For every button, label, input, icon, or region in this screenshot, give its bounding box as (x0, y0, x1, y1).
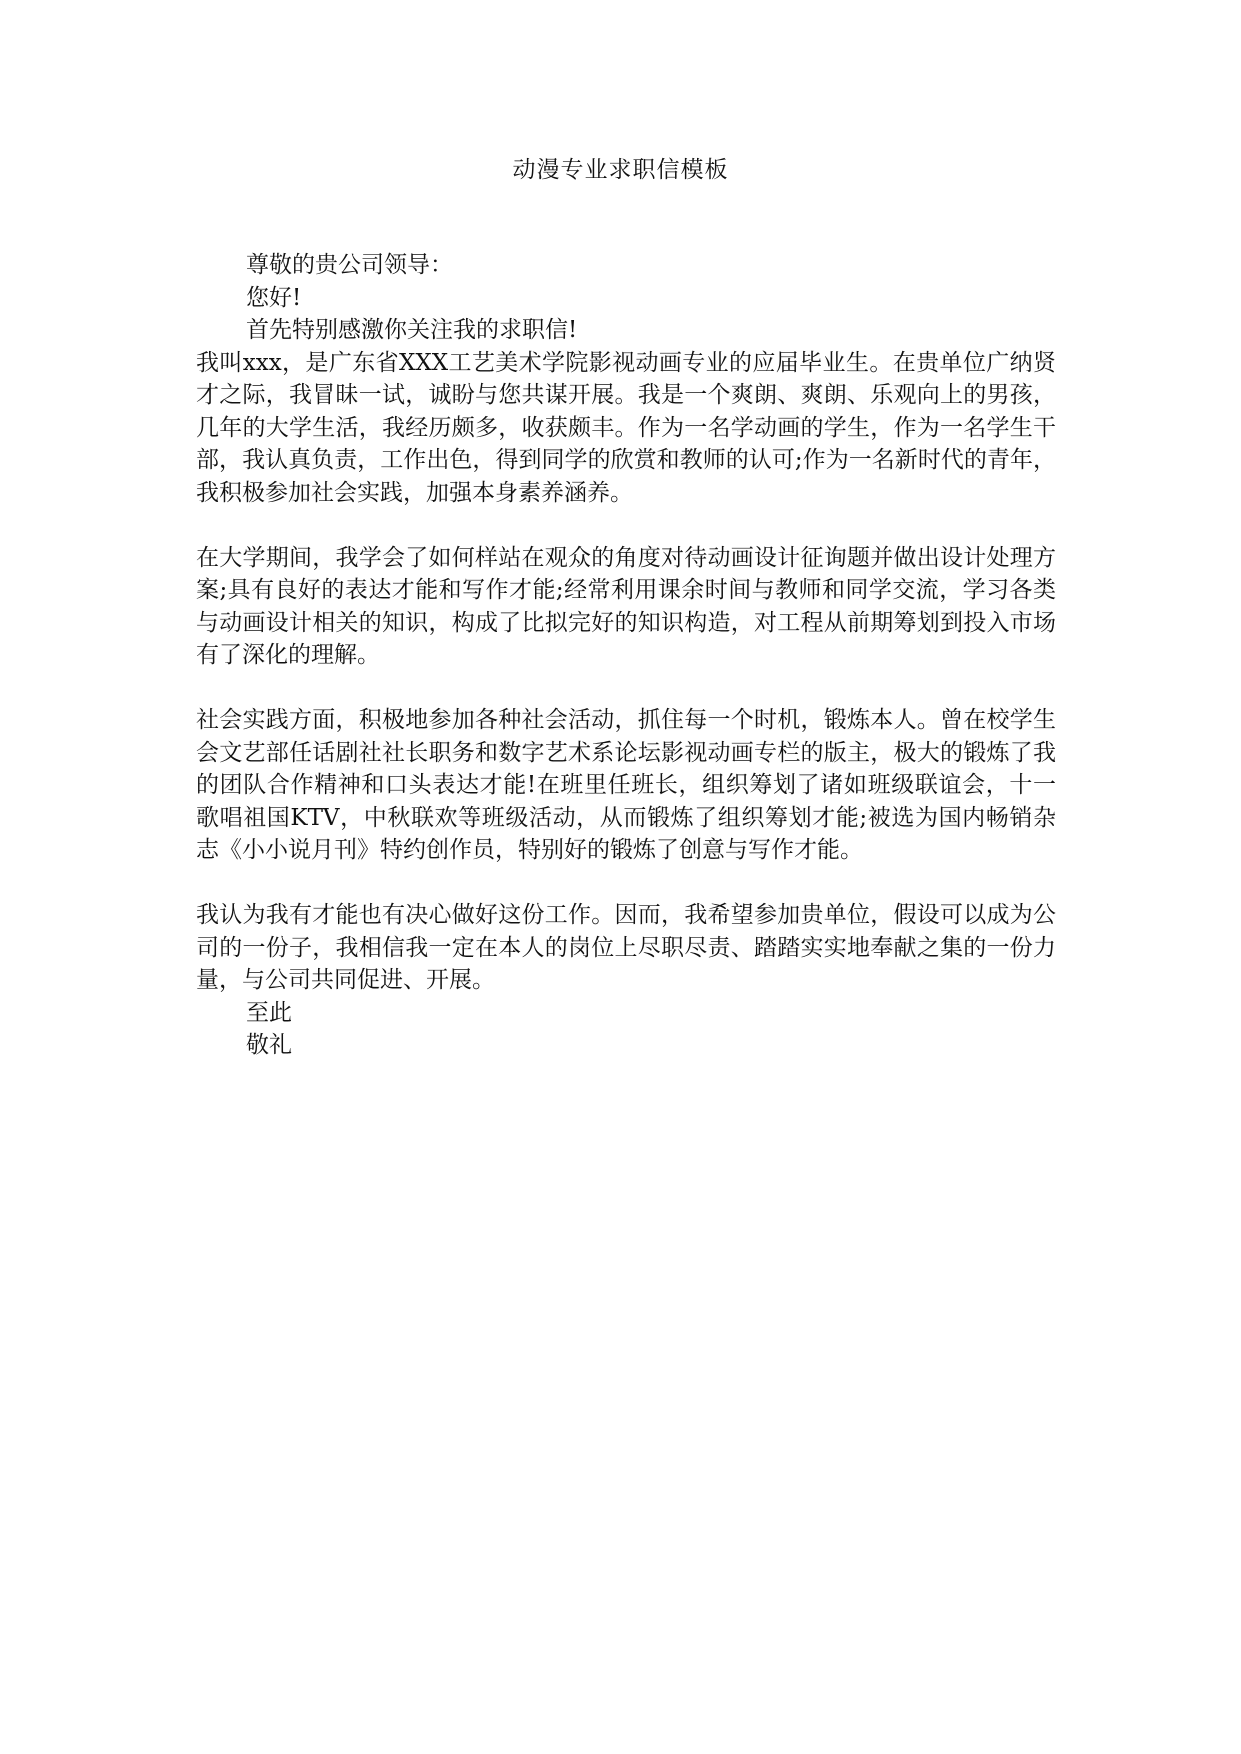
letter-body (196, 249, 1056, 1062)
paragraph-university: 在大学期间，我学会了如何样站在观众的角度对待动画设计征询题并做出设计处理方案;具有良好的表达才能和写作才能;经常利用课余时间与教师和同学交流，学习各类与动画设计相关的知识，构成了比拟完好的知识构造，对工程从前期筹划到投入市场有了深化的理解。 (196, 544, 1056, 668)
greeting: 您好! (246, 284, 302, 311)
closing-line-2: 敬礼 (246, 1032, 292, 1058)
closing-line-1: 至此 (246, 999, 292, 1026)
paragraph-introduction: 我叫xxx，是广东省XXX工艺美术学院影视动画专业的应届毕业生。在贵单位广纳贤才之际，我冒昧一试，诚盼与您共谋开展。我是一个爽朗、爽朗、乐观向上的男孩，几年的大学生活，我经历颇多，收获颇丰。作为一名学动画的学生，作为一名学生干部，我认真负责，工作出色，得到同学的欣赏和教师的认可;作为一名新时代的青年，我积极参加社会实践，加强本身素养涵养。 (196, 349, 1056, 506)
opening-line: 首先特别感激你关注我的求职信! (246, 317, 578, 343)
document-title: 动漫专业求职信模板 (512, 157, 729, 183)
paragraph-conclusion: 我认为我有才能也有决心做好这份工作。因而，我希望参加贵单位，假设可以成为公司的一份子，我相信我一定在本人的岗位上尽职尽责、踏踏实实地奉献之集的一份力量，与公司共同促进、开展。 (196, 902, 1056, 993)
salutation: 尊敬的贵公司领导： (246, 252, 453, 278)
paragraph-social-practice: 社会实践方面，积极地参加各种社会活动，抓住每一个时机，锻炼本人。曾在校学生会文艺部任话剧社社长职务和数字艺术系论坛影视动画专栏的版主，极大的锻炼了我的团队合作精神和口头表达才能!在班里任班长，组织筹划了诸如班级联谊会，十一歌唱祖国KTV，中秋联欢等班级活动，从而锻炼了组织筹划才能;被选为国内畅销杂志《小小说月刊》特约创作员，特别好的锻炼了创意与写作才能。 (196, 707, 1056, 863)
